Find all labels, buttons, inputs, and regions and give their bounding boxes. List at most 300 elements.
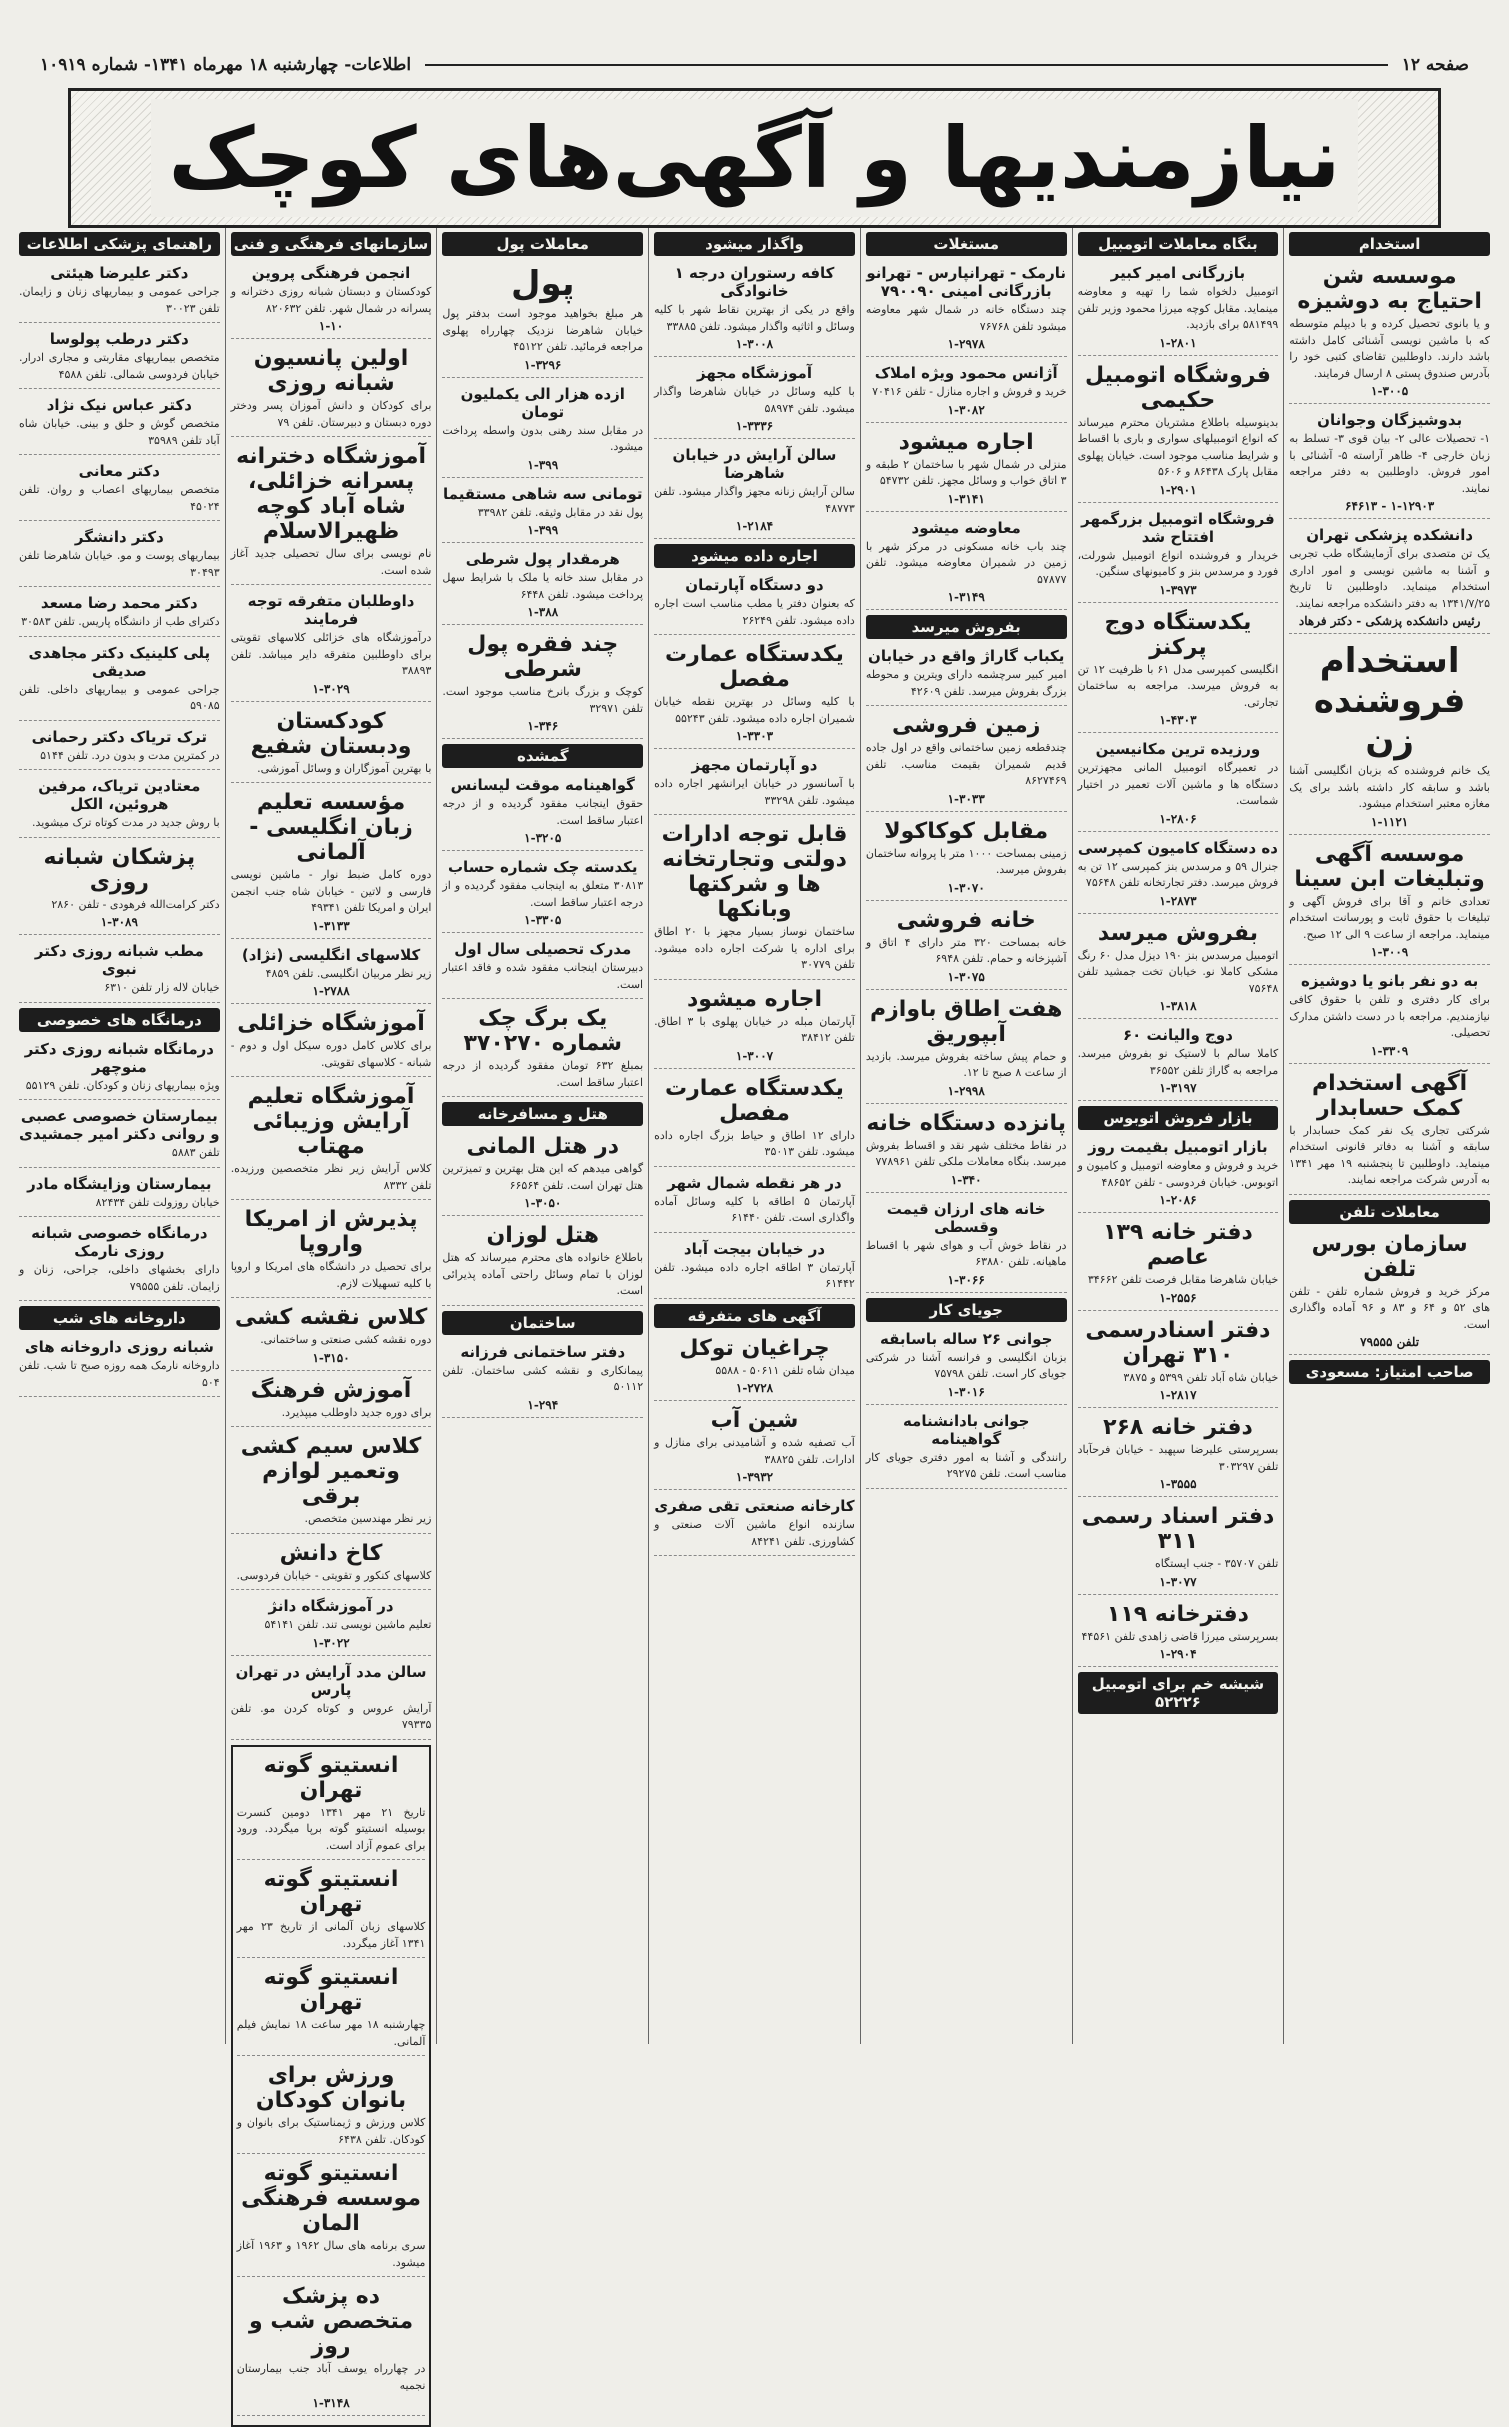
ad-title: جوانی بادانشنامه گواهینامه — [866, 1412, 1067, 1448]
ad-body: حقوق اینجانب مفقود گردیده و از درجه اعتبار ساقط است. — [442, 796, 643, 829]
ad-body: انگلیسی کمپرسی مدل ۶۱ با ظرفیت ۱۲ تن به فروش میرسد. مراجعه به ساختمان تجارتی. — [1078, 662, 1279, 712]
ad-title: انستیتو گوته تهران — [237, 1867, 426, 1917]
ad-title: آموزشگاه تعلیم آرایش وزیبائی مهتاب — [231, 1084, 432, 1159]
ad-body: با آسانسور در خیابان ایرانشهر اجاره داده میشود. تلفن ۳۳۲۹۸ — [654, 776, 855, 809]
ad-body: خیابان لاله زار تلفن ۶۳۱۰ — [19, 980, 220, 997]
ad-phone: ۱-۳۹۷۳ — [1078, 583, 1279, 597]
ad-title: پلی کلینیک دکتر مجاهدی صدیقی — [19, 644, 220, 680]
ad-phone: ۱-۳۳۰۹ — [1289, 1044, 1490, 1058]
ad-phone: ۱-۳۹۳۲ — [654, 1470, 855, 1484]
ad-body: یک خانم فروشنده که بزبان انگلیسی آشنا باشد و سابقه کار داشته باشد برای یک مغازه معتبر استخدام میشود. — [1289, 763, 1490, 813]
ad-phone: ۱-۳۰۲۹ — [231, 682, 432, 696]
ad-title: ورزش برای بانوان کودکان — [237, 2063, 426, 2113]
ad-body: چهارشنبه ۱۸ مهر ساعت ۱۸ نمایش فیلم آلمانی. — [237, 2017, 426, 2050]
classified-ad — [19, 1173, 220, 1218]
ad-title: داوطلبان متفرقه توجه فرمایند — [231, 592, 432, 628]
classified-ad — [1078, 1600, 1279, 1668]
ad-body: متخصص گوش و حلق و بینی. خیابان شاه آباد تلفن ۳۵۹۸۹ — [19, 416, 220, 449]
ad-body: آپارتمان ۵ اطاقه با کلیه وسائل آماده واگذاری است. تلفن ۶۱۴۴۰ — [654, 1194, 855, 1227]
ad-title: قابل توجه ادارات دولتی وتجارتخانه ها و شرکتها وبانکها — [654, 822, 855, 922]
ad-body: بسرپرستی میرزا قاضی زاهدی تلفن ۴۴۵۶۱ — [1078, 1629, 1279, 1646]
classified-ad — [654, 1495, 855, 1556]
classified-ad — [19, 1222, 220, 1301]
classified-ad — [19, 843, 220, 936]
classified-ad — [1078, 1316, 1279, 1409]
ad-title: انستیتو گوته تهران — [237, 1753, 426, 1803]
section-heading: آگهی های متفرقه — [654, 1304, 855, 1328]
column-heading: واگذار میشود — [654, 232, 855, 256]
ad-phone: ۱-۱۱۲۱ — [1289, 815, 1490, 829]
ad-body: زیر نظر مهندسین متخصص. — [231, 1511, 432, 1528]
ad-title: دوج والیانت ۶۰ — [1078, 1026, 1279, 1044]
ad-body: منزلی در شمال شهر با ساختمان ۲ طبقه و ۳ اتاق خواب و وسائل مجهز. تلفن ۵۴۷۳۲ — [866, 457, 1067, 490]
column-3 — [860, 228, 1072, 2044]
ad-body: متخصص بیماریهای مقاربتی و مجاری ادرار. خیابان فردوسی شمالی. تلفن ۴۵۸۸ — [19, 350, 220, 383]
ad-body: آب تصفیه شده و آشامیدنی برای منازل و ادارات. تلفن ۳۸۸۲۵ — [654, 1435, 855, 1468]
page-number: صفحه ۱۲ — [1402, 55, 1469, 75]
ad-body: تلفن ۵۸۸۳ — [19, 1145, 220, 1162]
column-footer: صاحب امتیاز: مسعودی — [1289, 1360, 1490, 1384]
ad-phone: ۱-۳۹۹ — [442, 523, 643, 537]
classified-ad — [231, 1303, 432, 1371]
column-7 — [14, 228, 225, 2044]
section-heading: بازار فروش اتوبوس — [1078, 1106, 1279, 1130]
classified-ad — [1289, 1069, 1490, 1195]
classified-ad — [237, 2061, 426, 2154]
classified-ad — [19, 526, 220, 587]
ad-body: پول نقد در مقابل وثیقه. تلفن ۳۳۹۸۲ — [442, 505, 643, 522]
classified-ad — [866, 1198, 1067, 1293]
ad-phone: ۱-۳۴۶ — [442, 719, 643, 733]
column-heading: سازمانهای فرهنگی و فنی — [231, 232, 432, 256]
section-heading: هتل و مسافرخانه — [442, 1102, 643, 1126]
ad-title: هفت اطاق باوازم آبپوریق — [866, 997, 1067, 1047]
ad-body: امیر کبیر سرچشمه دارای ویترین و محوطه بزرگ بفروش میرسد. تلفن ۴۲۶۰۹ — [866, 667, 1067, 700]
ad-phone: ۱-۳۰۱۶ — [866, 1385, 1067, 1399]
classified-ad — [1289, 1230, 1490, 1356]
column-4 — [648, 228, 860, 2044]
classified-ad — [866, 711, 1067, 812]
classified-ad — [1078, 1502, 1279, 1595]
ad-phone: ۱-۲۸۷۳ — [1078, 894, 1279, 908]
ad-body: در تعمیرگاه اتومبیل المانی مجهزترین دستگاه ها و ماشین آلات تعمیر در اختیار شماست. — [1078, 760, 1279, 810]
classified-ad — [442, 383, 643, 478]
classified-ad — [237, 2159, 426, 2277]
ad-title: کافه رستوران درجه ۱ خانوادگی — [654, 264, 855, 300]
ad-body: میدان شاه تلفن ۵۰۶۱۱ - ۵۵۸۸ — [654, 1363, 855, 1380]
ad-phone: ۱-۳۱۳۳ — [231, 919, 432, 933]
ad-body: بمبلغ ۶۳۲ تومان مفقود گردیده از درجه اعتبار ساقط است. — [442, 1058, 643, 1091]
ad-title: بیمارستان وزایشگاه مادر — [19, 1175, 220, 1193]
classified-ad — [231, 344, 432, 437]
classified-ad — [231, 707, 432, 784]
ad-body: بدینوسیله باطلاع مشتریان محترم میرساند که انواع اتومبیلهای سواری و باری با اقساط و شرایط مناسب موجود است. خیابان پهلوی مقابل پارک ۸۶۴۳۸ و ۵۶۰۶ — [1078, 415, 1279, 481]
ad-body: تعدادی خانم و آقا برای فروش آگهی و تبلیغات با حقوق ثابت و پورسانت استخدام مینماید. مراجعه از ساعت ۹ الی ۱۲ صبح. — [1289, 894, 1490, 944]
ad-title: ده دستگاه کامیون کمپرسی — [1078, 839, 1279, 857]
classified-ad — [866, 262, 1067, 357]
classified-ad — [19, 1336, 220, 1397]
ad-body: بزبان انگلیسی و فرانسه آشنا در شرکتی جویای کار است. تلفن ۷۵۷۹۸ — [866, 1350, 1067, 1383]
classified-ad — [1289, 970, 1490, 1064]
ad-phone: ۱-۲۹۰۴ — [1078, 1647, 1279, 1661]
ad-title: مؤسسه تعلیم زبان انگلیسی - آلمانی — [231, 790, 432, 865]
section-heading: داروخانه های شب — [19, 1306, 220, 1330]
ad-phone: ۱-۳۱۹۷ — [1078, 1081, 1279, 1095]
ad-title: مدرک تحصیلی سال اول — [442, 940, 643, 958]
ad-body: چندقطعه زمین ساختمانی واقع در اول جاده قدیم شمیران بقیمت مناسب. تلفن ۸۶۲۷۴۶۹ — [866, 740, 1067, 790]
ad-title: بازار اتومبیل بقیمت روز — [1078, 1138, 1279, 1156]
ad-title: آموزشگاه خزائلی — [231, 1011, 432, 1036]
ad-body: در مقابل سند رهنی بدون واسطه پرداخت میشود. — [442, 423, 643, 456]
ad-body: چند باب خانه مسکونی در مرکز شهر با زمین در شمیران معاوضه میشود. تلفن ۵۷۸۷۷ — [866, 539, 1067, 589]
classified-ad — [866, 1410, 1067, 1489]
classified-ad — [19, 262, 220, 323]
ad-title: انستیتو گوته موسسه فرهنگی المان — [237, 2161, 426, 2236]
ad-body: در کمترین مدت و بدون درد. تلفن ۵۱۴۴ — [19, 748, 220, 765]
ad-title: استخدام فروشنده زن — [1289, 641, 1490, 761]
ad-body: دوره نقشه کشی صنعتی و ساختمانی. — [231, 1332, 432, 1349]
ad-body: آپارتمان مبله در خیابان پهلوی با ۳ اطاق. تلفن ۳۸۴۱۲ — [654, 1014, 855, 1047]
ad-title: در آموزشگاه دانژ — [231, 1597, 432, 1615]
column-footer: شیشه خم برای اتومبیل ۵۲۲۲۶ — [1078, 1672, 1279, 1714]
ad-phone: ۱-۳۰۰۵ — [1289, 384, 1490, 398]
ad-body: کلاس آرایش زیر نظر متخصصین ورزیده. تلفن ۸۳۳۲ — [231, 1161, 432, 1194]
ad-title: اجاره میشود — [866, 430, 1067, 455]
ad-body: در چهارراه یوسف آباد جنب بیمارستان نجمیه — [237, 2361, 426, 2394]
classified-ad — [866, 517, 1067, 611]
section-banner — [68, 88, 1441, 228]
classified-ad — [231, 1205, 432, 1298]
classified-ad — [654, 444, 855, 539]
ad-phone: ۱-۳۳۰۵ — [442, 913, 643, 927]
column-heading: مستغلات — [866, 232, 1067, 256]
ad-title: بفروش میرسد — [1078, 921, 1279, 946]
section-heading: درمانگاه های خصوصی — [19, 1008, 220, 1032]
ad-body: اتومبیل دلخواه شما را تهیه و معاوضه مینماید. مقابل کوچه میرزا محمود وزیر تلفن ۵۸۱۴۹۹ برای بازدید. — [1078, 284, 1279, 334]
ad-phone: ۱-۳۰۶۶ — [866, 1273, 1067, 1287]
classified-ad — [866, 817, 1067, 901]
classified-ad — [231, 1539, 432, 1591]
classified-ad — [1078, 361, 1279, 503]
ad-title: آژانس محمود ویژه املاک — [866, 364, 1067, 382]
ad-title: بیمارستان خصوصی عصبی و روانی دکتر امیر جمشیدی — [19, 1107, 220, 1143]
ad-title: دکتر عباس نیک نژاد — [19, 396, 220, 414]
ad-body: جراحی عمومی و بیماریهای داخلی. تلفن ۵۹۰۸۵ — [19, 682, 220, 715]
classified-ad — [231, 1661, 432, 1740]
ad-title: زمین فروشی — [866, 713, 1067, 738]
ad-body: یک تن متصدی برای آزمایشگاه طب تجربی و آشنا به ماشین نویسی و امور اداری استخدام مینماید. داوطلبین تا تاریخ ۱۳۴۱/۷/۲۵ به دفتر دانشکده مراجعه نمایند. — [1289, 546, 1490, 612]
ad-body: بیماریهای پوست و مو. خیابان شاهرضا تلفن ۳۰۴۹۳ — [19, 548, 220, 581]
ad-title: کاخ دانش — [231, 1541, 432, 1566]
ad-body: مرکز خرید و فروش شماره تلفن - تلفن های ۵۲ و ۶۴ و ۸۳ و ۹۶ آماده واگذاری است. — [1289, 1284, 1490, 1334]
classified-ad — [442, 774, 643, 851]
classified-ad — [654, 1074, 855, 1167]
ad-body: ۳۰۸۱۳ متعلق به اینجانب مفقود گردیده و از درجه اعتبار ساقط است. — [442, 878, 643, 911]
ad-body: داروخانه نارمک همه روزه صبح تا شب. تلفن ۵۰۴ — [19, 1358, 220, 1391]
ad-body: چند دستگاه خانه در شمال شهر معاوضه میشود تلفن ۷۶۷۶۸ — [866, 302, 1067, 335]
ad-title: نارمک - تهرانپارس - تهرانو بازرگانی امینی ۷۹۰۰۹۰ — [866, 264, 1067, 300]
ad-body: تعلیم ماشین نویسی تند. تلفن ۵۴۱۴۱ — [231, 1617, 432, 1634]
ad-title: کارخانه صنعتی تقی صفری — [654, 1497, 855, 1515]
ad-title: شین آب — [654, 1408, 855, 1433]
column-5 — [436, 228, 648, 2044]
section-heading: معاملات تلفن — [1289, 1200, 1490, 1224]
ad-title: در هتل المانی — [442, 1134, 643, 1159]
classified-ad — [1078, 1413, 1279, 1497]
ad-phone: ۱-۳۰۸۹ — [19, 915, 220, 929]
ad-phone: ۱-۳۰۷۵ — [866, 970, 1067, 984]
ad-title: یکدستگاه عمارت مفصل — [654, 1076, 855, 1126]
ad-body: کودکستان و دبستان شبانه روزی دخترانه و پسرانه در شمال شهر. تلفن ۸۲۰۶۳۲ — [231, 284, 432, 317]
classified-ad — [19, 1038, 220, 1101]
section-heading: بفروش میرسد — [866, 615, 1067, 639]
ad-body: اتومبیل مرسدس بنز ۱۹۰ دیزل مدل ۶۰ رنگ مشکی کاملا نو. خیابان تخت جمشید تلفن ۷۵۶۴۸ — [1078, 948, 1279, 998]
ad-title: آگهی استخدام کمک حسابدار — [1289, 1071, 1490, 1121]
ad-body: واقع در یکی از بهترین نقاط شهر با کلیه وسائل و اثاثیه واگذار میشود. تلفن ۳۳۸۸۵ — [654, 302, 855, 335]
classified-ad — [19, 775, 220, 838]
ad-body: ساختمان نوساز بسیار مجهز با ۲۰ اطاق برای اداره یا شرکت اجاره داده میشود. تلفن ۳۰۷۷۹ — [654, 924, 855, 974]
banner-title: نیازمندیها و آگهی‌های کوچک — [151, 99, 1359, 217]
classified-ad — [654, 1334, 855, 1402]
ad-title: دکتر معانی — [19, 462, 220, 480]
classified-ad — [1289, 409, 1490, 519]
classified-ad — [654, 985, 855, 1069]
ad-body: خریدار و فروشنده انواع اتومبیل شورلت، فورد و مرسدس بنز و کامیونهای سنگین. — [1078, 548, 1279, 581]
ad-title: شبانه روزی داروخانه های — [19, 1338, 220, 1356]
ad-body: ۱- تحصیلات عالی ۲- بیان قوی ۳- تسلط به زبان خارجی ۴- ظاهر آراسته ۵- آشنائی با امور فروش. داوطلبین به دفتر مراجعه نمایند. — [1289, 431, 1490, 497]
ad-body: درآموزشگاه های خزائلی کلاسهای تقویتی برای داوطلبین متفرقه دایر میباشد. تلفن ۳۸۸۹۳ — [231, 630, 432, 680]
ad-title: ورزیده ترین مکانیسین — [1078, 740, 1279, 758]
ad-body: برای تحصیل در دانشگاه های امریکا و اروپا با کلیه تسهیلات لازم. — [231, 1259, 432, 1292]
classified-ad — [866, 645, 1067, 706]
ad-title: دفتر ساختمانی فرزانه — [442, 1343, 643, 1361]
ad-title: کلاس نقشه کشی — [231, 1305, 432, 1330]
classified-ad — [1078, 919, 1279, 1020]
classified-ad — [1078, 1218, 1279, 1311]
ad-title: دفتر اسنادرسمی ۳۱۰ تهران — [1078, 1318, 1279, 1368]
ad-title: انجمن فرهنگی پروین — [231, 264, 432, 282]
ad-phone: ۱-۲۹۴ — [442, 1398, 643, 1412]
ad-title: درمانگاه شبانه روزی دکتر منوچهر — [19, 1040, 220, 1076]
boxed-ad-group — [231, 1745, 432, 2427]
ad-title: بازرگانی امیر کبیر — [1078, 264, 1279, 282]
ad-phone: ۱-۲۰۸۶ — [1078, 1193, 1279, 1207]
classified-ad — [237, 2282, 426, 2416]
ad-phone: ۱-۳۰۰۹ — [1289, 945, 1490, 959]
ad-body: خانه بمساحت ۳۲۰ متر دارای ۴ اتاق و آشپزخانه و حمام. تلفن ۶۹۴۸ — [866, 935, 1067, 968]
ad-title: پذیرش از امریکا واروپا — [231, 1207, 432, 1257]
ad-title: انستیتو گوته تهران — [237, 1965, 426, 2015]
ad-title: کودکستان ودبستان شفیع — [231, 709, 432, 759]
ad-phone: ۱-۳۰۷۰ — [866, 881, 1067, 895]
ad-body: برای دوره جدید داوطلب میپذیرد. — [231, 1405, 432, 1422]
ad-body: با بهترین آموزگاران و وسائل آموزشی. — [231, 761, 432, 778]
classified-ad — [654, 1238, 855, 1299]
classified-ad — [19, 328, 220, 389]
classified-ad — [654, 820, 855, 980]
classified-ad — [442, 483, 643, 544]
ad-body: با روش جدید در مدت کوتاه ترک میشوید. — [19, 815, 220, 832]
classified-ad — [231, 262, 432, 339]
ad-body: کلاس ورزش و ژیمناستیک برای بانوان و کودکان. تلفن ۶۴۳۸ — [237, 2115, 426, 2148]
ad-title: ده پزشک متخصص شب و روز — [237, 2284, 426, 2359]
ad-body: و یا بانوی تحصیل کرده و با دیپلم متوسطه که با ماشین نویسی آشنائی کامل داشته باشد دارند. داوطلبین تقاضای کتبی خود را بآدرس صندوق پستی ۸ ارسال فرمایند. — [1289, 316, 1490, 382]
ad-title: تومانی سه شاهی مستقیما — [442, 485, 643, 503]
ad-phone: ۱-۳۰۸۲ — [866, 403, 1067, 417]
ad-body: سازنده انواع ماشین آلات صنعتی و کشاورزی. تلفن ۸۴۲۴۱ — [654, 1517, 855, 1550]
classified-ad — [654, 574, 855, 635]
ad-body: تلفن ۳۵۷۰۷ - جنب ایستگاه — [1078, 1556, 1279, 1573]
ad-title: یکدستگاه دوج پرکنز — [1078, 610, 1279, 660]
ad-body: تاریخ ۲۱ مهر ۱۳۴۱ دومین کنسرت بوسیله انستیتو گوته برپا میگردد. ورود برای عموم آزاد است. — [237, 1805, 426, 1855]
column-heading: بنگاه معاملات اتومبیل — [1078, 232, 1279, 256]
ad-title: پول — [442, 264, 643, 304]
classified-ad — [866, 995, 1067, 1104]
ad-phone: ۱-۲۸۱۷ — [1078, 1388, 1279, 1402]
ad-body: در مقابل سند خانه یا ملک با شرایط سهل پرداخت میشود. تلفن ۶۴۴۸ — [442, 570, 643, 603]
ad-title: ترک تریاک دکتر رحمانی — [19, 728, 220, 746]
ad-phone: ۱-۳۲۰۵ — [442, 831, 643, 845]
ad-phone: ۱-۳۰۳۳ — [866, 792, 1067, 806]
ad-title: کلاس سیم کشی وتعمیر لوازم برقی — [231, 1434, 432, 1509]
ad-title: خانه فروشی — [866, 908, 1067, 933]
ad-body: خرید و فروش و اجاره منازل - تلفن ۷۰۴۱۶ — [866, 384, 1067, 401]
classified-ad — [231, 590, 432, 702]
ad-title: دکتر محمد رضا مسعد — [19, 594, 220, 612]
classified-ad — [654, 640, 855, 749]
ad-body: خیابان شاهرضا مقابل فرصت تلفن ۳۴۶۶۲ — [1078, 1272, 1279, 1289]
ad-phone: ۱-۳۳۳۶ — [654, 419, 855, 433]
ad-title: بدوشیزگان وجوانان — [1289, 411, 1490, 429]
ad-body: دوره کامل ضبط نوار - ماشین نویسی فارسی و لاتین - خیابان شاه جنب انجمن ایران و امریکا تلفن ۴۹۳۴۱ — [231, 867, 432, 917]
ad-body: شرکتی تجاری یک نفر کمک حسابدار با سابقه و آشنا به دفاتر قانونی استخدام مینماید. داوطلبین تا پنجشنبه ۱۹ مهر ۱۳۴۱ به آدرس شرکت مراجعه نمایند. — [1289, 1123, 1490, 1189]
ad-body: ویژه بیماریهای زنان و کودکان. تلفن ۵۵۱۲۹ — [19, 1078, 220, 1095]
ad-phone: ۱-۲۷۸۸ — [231, 984, 432, 998]
ad-title: دو دستگاه آپارتمان — [654, 576, 855, 594]
classified-ad — [1289, 524, 1490, 634]
column-1 — [1283, 228, 1495, 2044]
classified-ad — [654, 262, 855, 357]
classified-ad — [1078, 1136, 1279, 1213]
ad-phone: ۱-۳۱۴۸ — [237, 2396, 426, 2410]
classified-ad — [654, 1406, 855, 1490]
section-heading: جویای کار — [866, 1298, 1067, 1322]
ad-title: فروشگاه اتومبیل حکیمی — [1078, 363, 1279, 413]
classified-ad — [1078, 837, 1279, 914]
ad-body: خیابان شاه آباد تلفن ۵۳۹۹ و ۳۸۷۵ — [1078, 1370, 1279, 1387]
ad-body: کلاسهای کنکور و تقویتی - خیابان فردوسی. — [231, 1568, 432, 1585]
ad-title: جوانی ۲۶ ساله باسابقه — [866, 1330, 1067, 1348]
ad-body: دکتر کرامت‌الله فرهودی - تلفن ۲۸۶۰ — [19, 897, 220, 914]
ad-body: رانندگی و آشنا به امور دفتری جویای کار مناسب است. تلفن ۲۹۲۷۵ — [866, 1450, 1067, 1483]
classified-ad — [442, 630, 643, 739]
ad-phone: ۱-۳۰۰۸ — [654, 337, 855, 351]
ad-title: چند فقره پول شرطی — [442, 632, 643, 682]
ad-body: با کلیه وسائل در بهترین نقطه خیابان شمیران اجاره داده میشود. تلفن ۵۵۲۴۳ — [654, 694, 855, 727]
ad-title: دفتر خانه ۱۳۹ عاصم — [1078, 1220, 1279, 1270]
classified-ad — [231, 442, 432, 585]
classified-ad — [1078, 1024, 1279, 1101]
classified-ad — [866, 1328, 1067, 1405]
ad-title: در خیابان بیجت آباد — [654, 1240, 855, 1258]
classified-ad — [442, 262, 643, 378]
classified-ad — [231, 1432, 432, 1534]
classified-ad — [866, 428, 1067, 512]
ad-title: دفتر اسناد رسمی ۳۱۱ — [1078, 1504, 1279, 1554]
ad-phone: ۱-۲۹۹۸ — [866, 1084, 1067, 1098]
ad-body: جنرال ۵۹ و مرسدس بنز کمپرسی ۱۲ تن به فروش میرسد. دفتر تجارتخانه تلفن ۷۵۶۴۸ — [1078, 859, 1279, 892]
ad-body: متخصص بیماریهای اعصاب و روان. تلفن ۴۵۰۲۴ — [19, 482, 220, 515]
ad-title: معتادین تریاک، مرفین هروئین، الکل — [19, 777, 220, 813]
ad-title: معاوضه میشود — [866, 519, 1067, 537]
classified-ad — [1289, 262, 1490, 404]
ad-title: در هر نقطه شمال شهر — [654, 1174, 855, 1192]
classified-ad — [231, 788, 432, 939]
ad-title: پانزده دستگاه خانه — [866, 1111, 1067, 1136]
ad-title: موسسه آگهی وتبلیغات ابن سینا — [1289, 842, 1490, 892]
ad-phone: ۱-۲۷۲۸ — [654, 1381, 855, 1395]
ad-title: مطب شبانه روزی دکتر نبوی — [19, 942, 220, 978]
ad-body: در نقاط خوش آب و هوای شهر با اقساط ماهیانه. تلفن ۶۳۸۸۰ — [866, 1238, 1067, 1271]
ad-title: درمانگاه خصوصی شبانه روزی نارمک — [19, 1224, 220, 1260]
ad-body: باطلاع خانواده های محترم میرساند که هتل لوزان با تمام وسائل راحتی آماده پذیرائی است. — [442, 1250, 643, 1300]
ad-title: دفتر خانه ۲۶۸ — [1078, 1415, 1279, 1440]
classified-ad — [866, 362, 1067, 423]
ad-title: دو آپارتمان مجهز — [654, 756, 855, 774]
ad-title: چراغیان توکل — [654, 1336, 855, 1361]
ad-title: دکتر دانشگر — [19, 528, 220, 546]
ad-phone: ۱-۳۰۲۲ — [231, 1636, 432, 1650]
classified-ad — [442, 1004, 643, 1097]
section-heading: ساختمان — [442, 1311, 643, 1335]
ad-phone: ۱-۳۴۰ — [866, 1173, 1067, 1187]
header-rule — [425, 64, 1388, 66]
column-2 — [1072, 228, 1284, 2044]
classified-ad — [1289, 840, 1490, 966]
ad-body: آپارتمان ۳ اطاقه اجاره داده میشود. تلفن ۶۱۴۴۲ — [654, 1260, 855, 1293]
ad-body: دبیرستان اینجانب مفقود شده و فاقد اعتبار است. — [442, 960, 643, 993]
classified-ad — [654, 754, 855, 815]
ad-body: دکترای طب از دانشگاه پاریس. تلفن ۳۰۵۸۳ — [19, 614, 220, 631]
classified-ad — [442, 1221, 643, 1306]
ad-phone: ۱-۳۹۹ — [442, 458, 643, 472]
ad-title: ازده هزار الی یکملیون تومان — [442, 385, 643, 421]
column-heading: معاملات پول — [442, 232, 643, 256]
classified-ad — [654, 1172, 855, 1233]
ad-columns — [14, 228, 1495, 2044]
ad-title: آموزشگاه دخترانه پسرانه خزائلی، شاه آباد کوچه ظهیرالاسلام — [231, 444, 432, 544]
ad-title: خانه های ارزان قیمت وقسطی — [866, 1200, 1067, 1236]
ad-title: هرمقدار پول شرطی — [442, 550, 643, 568]
ad-title: دفترخانه ۱۱۹ — [1078, 1602, 1279, 1627]
ad-phone: ۱-۳۰۷۷ — [1078, 1575, 1279, 1589]
ad-phone: ۱-۳۰۵۰ — [442, 1196, 643, 1210]
ad-title: به دو نفر بانو یا دوشیزه — [1289, 972, 1490, 990]
ad-title: آموزشگاه مجهز — [654, 364, 855, 382]
classified-ad — [866, 1109, 1067, 1193]
ad-body: جراحی عمومی و بیماریهای زنان و زایمان. تلفن ۳۰۰۲۳ — [19, 284, 220, 317]
classified-ad — [19, 726, 220, 771]
classified-ad — [19, 940, 220, 1003]
ad-phone: رئیس دانشکده پزشکی - دکتر فرهاد — [1289, 614, 1490, 628]
ad-body: با کلیه وسائل در خیابان شاهرضا واگذار میشود. تلفن ۵۸۹۷۴ — [654, 384, 855, 417]
running-header — [40, 50, 1469, 80]
ad-body: نام نویسی برای سال تحصیلی جدید آغاز شده است. — [231, 546, 432, 579]
ad-phone: ۱-۳۸۱۸ — [1078, 999, 1279, 1013]
ad-title: فروشگاه اتومبیل بزرگمهر افتتاح شد — [1078, 510, 1279, 546]
column-heading: راهنمای پزشکی اطلاعات — [19, 232, 220, 256]
ad-phone: ۱-۲۵۵۶ — [1078, 1291, 1279, 1305]
